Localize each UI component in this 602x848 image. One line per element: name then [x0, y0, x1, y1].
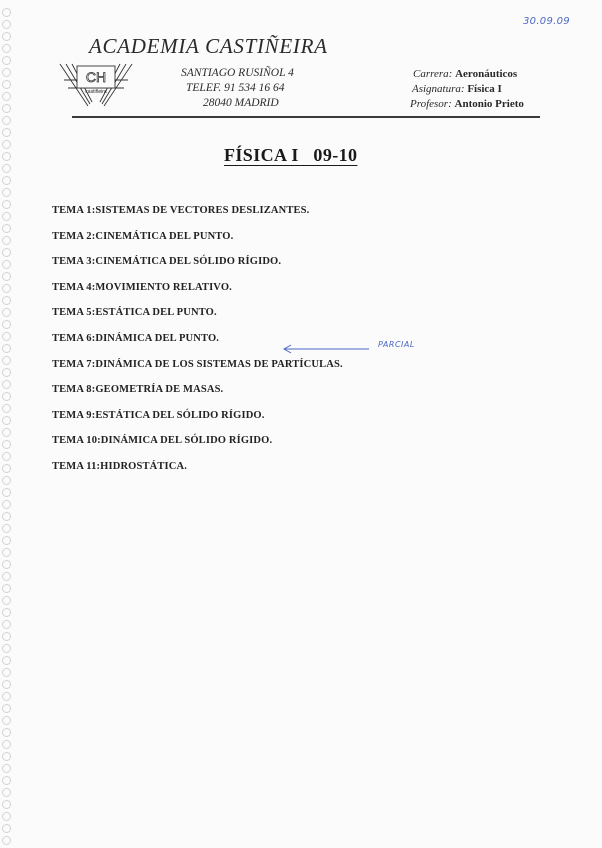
arrow-left-icon — [281, 343, 371, 355]
binder-hole — [2, 104, 11, 113]
binder-hole — [2, 488, 11, 497]
binder-hole — [2, 644, 11, 653]
binder-hole — [2, 44, 11, 53]
binder-hole — [2, 752, 11, 761]
address-block — [181, 66, 294, 111]
binder-hole — [2, 188, 11, 197]
topic-item: TEMA 7:DINÁMICA DE LOS SISTEMAS DE PARTÍCULAS. — [52, 358, 343, 370]
binder-hole — [2, 176, 11, 185]
binder-hole — [2, 164, 11, 173]
topic-item: TEMA 5:ESTÁTICA DEL PUNTO. — [52, 307, 217, 319]
binder-hole — [2, 116, 11, 125]
binder-hole — [2, 392, 11, 401]
binder-hole — [2, 128, 11, 137]
asignatura-value: Física I — [467, 83, 502, 95]
binder-hole — [2, 236, 11, 245]
address-street: SANTIAGO RUSIÑOL 4 — [181, 67, 294, 79]
topic-item: TEMA 6:DINÁMICA DEL PUNTO. — [52, 332, 220, 344]
binder-hole — [2, 80, 11, 89]
binder-hole — [2, 740, 11, 749]
address-phone: TELEF. 91 534 16 64 — [186, 82, 285, 94]
binder-hole — [2, 224, 11, 233]
topic-item: TEMA 8:GEOMETRÍA DE MASAS. — [52, 384, 224, 396]
handwritten-annotation: PARCIAL — [378, 340, 415, 349]
binder-hole — [2, 596, 11, 605]
binder-hole — [2, 260, 11, 269]
handwritten-date: 30.09.09 — [523, 16, 570, 27]
course-carrera — [413, 67, 524, 82]
binder-hole — [2, 800, 11, 809]
binder-hole — [2, 344, 11, 353]
binder-hole — [2, 428, 11, 437]
binder-hole — [2, 320, 11, 329]
binder-hole — [2, 464, 11, 473]
binder-hole — [2, 560, 11, 569]
course-info — [410, 67, 524, 112]
binder-hole — [2, 140, 11, 149]
topic-item: TEMA 2:CINEMÁTICA DEL PUNTO. — [52, 230, 234, 242]
binder-hole — [2, 68, 11, 77]
binder-hole — [2, 584, 11, 593]
course-asignatura — [412, 82, 524, 97]
binder-hole — [2, 452, 11, 461]
profesor-value: Antonio Prieto — [454, 98, 524, 110]
binder-hole — [2, 20, 11, 29]
binder-hole — [2, 704, 11, 713]
binder-hole — [2, 380, 11, 389]
binder-hole — [2, 296, 11, 305]
binder-hole — [2, 152, 11, 161]
address-city: 28040 MADRID — [203, 97, 279, 109]
binder-hole — [2, 308, 11, 317]
binder-hole — [2, 92, 11, 101]
asignatura-label: Asignatura: — [412, 83, 465, 95]
binder-hole — [2, 608, 11, 617]
binder-hole — [2, 500, 11, 509]
binder-hole — [2, 728, 11, 737]
binder-hole — [2, 812, 11, 821]
binder-hole — [2, 416, 11, 425]
binder-hole — [2, 404, 11, 413]
binder-hole — [2, 788, 11, 797]
topic-item: TEMA 9:ESTÁTICA DEL SÓLIDO RÍGIDO. — [52, 409, 265, 421]
binder-hole — [2, 284, 11, 293]
binder-hole — [2, 248, 11, 257]
binder-hole — [2, 56, 11, 65]
topic-item: TEMA 3:CINEMÁTICA DEL SÓLIDO RÍGIDO. — [52, 256, 282, 268]
binder-hole — [2, 512, 11, 521]
binder-hole — [2, 572, 11, 581]
binder-hole — [2, 668, 11, 677]
binder-hole — [2, 776, 11, 785]
academy-name: ACADEMIA CASTIÑEIRA — [89, 34, 328, 58]
topic-item: TEMA 4:MOVIMIENTO RELATIVO. — [52, 281, 232, 293]
binder-hole — [2, 764, 11, 773]
binder-hole — [2, 32, 11, 41]
header-divider — [72, 116, 540, 118]
binder-hole — [2, 680, 11, 689]
document-title: FÍSICA I 09-10 — [224, 145, 358, 165]
binder-hole — [2, 548, 11, 557]
binder-hole — [2, 476, 11, 485]
logo-subtext: castiñeira — [85, 89, 107, 95]
profesor-label: Profesor: — [410, 98, 452, 110]
logo-text: CH — [85, 69, 107, 85]
binder-hole — [2, 212, 11, 221]
binder-hole — [2, 836, 11, 845]
binder-hole — [2, 272, 11, 281]
binder-hole — [2, 632, 11, 641]
binder-holes — [2, 8, 12, 843]
binder-hole — [2, 524, 11, 533]
topic-item: TEMA 1:SISTEMAS DE VECTORES DESLIZANTES. — [52, 205, 310, 216]
course-profesor — [410, 97, 524, 112]
binder-hole — [2, 200, 11, 209]
binder-hole — [2, 824, 11, 833]
binder-hole — [2, 8, 11, 17]
binder-hole — [2, 332, 11, 341]
binder-hole — [2, 692, 11, 701]
carrera-label: Carrera: — [413, 68, 453, 80]
binder-hole — [2, 656, 11, 665]
academy-logo — [58, 60, 134, 110]
binder-hole — [2, 716, 11, 725]
topic-item: TEMA 11:HIDROSTÁTICA. — [52, 460, 188, 472]
topic-item: TEMA 10:DINÁMICA DEL SÓLIDO RÍGIDO. — [52, 435, 273, 447]
carrera-value: Aeronáuticos — [455, 68, 518, 80]
binder-hole — [2, 620, 11, 629]
binder-hole — [2, 368, 11, 377]
binder-hole — [2, 356, 11, 365]
binder-hole — [2, 536, 11, 545]
binder-hole — [2, 440, 11, 449]
